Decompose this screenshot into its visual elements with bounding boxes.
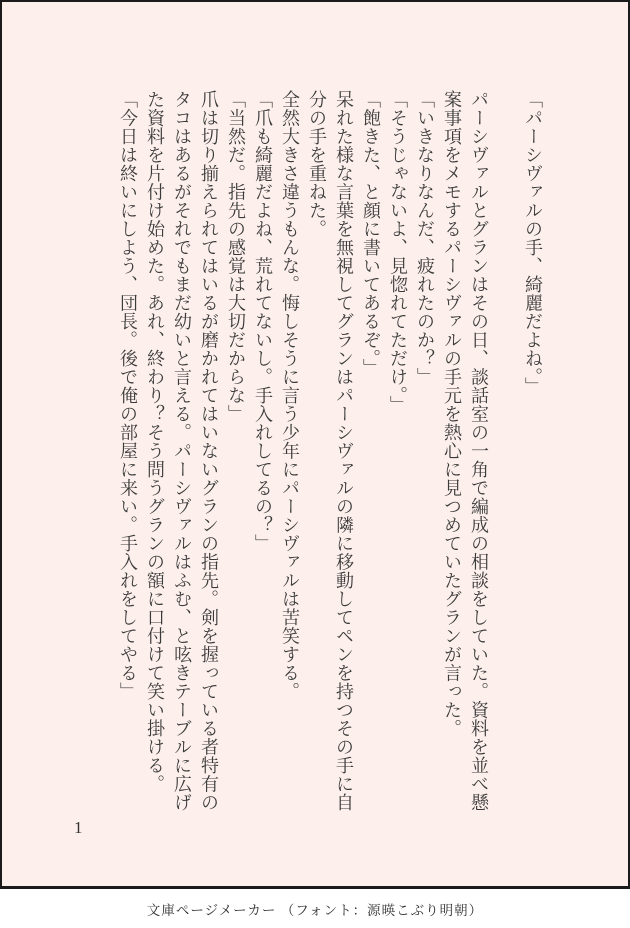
text-line: た資料を片付け始めた。あれ、終わり？そう問うグランの額に口付けて笑い掛ける。 bbox=[145, 90, 165, 793]
text-line: 全然大きさ違うもんな。悔しそうに言う少年にパーシヴァルは苦笑する。 bbox=[280, 90, 300, 701]
text-line: 案事項をメモするパーシヴァルの手元を熱心に見つめていたグランが言った。 bbox=[442, 90, 462, 738]
vertical-text-body bbox=[114, 90, 546, 885]
text-line: タコはあるがそれでもまだ幼いと言える。パーシヴァルはふむ、と呟きテーブルに広げ bbox=[172, 90, 192, 812]
page-number: 1 bbox=[74, 818, 83, 837]
text-line: 呆れた様な言葉を無視してグランはパーシヴァルの隣に移動してペンを持つその手に自 bbox=[334, 90, 354, 812]
text-line: 「飽きた、と顔に書いてあるぞ。」 bbox=[361, 90, 381, 377]
text-line: パーシヴァルとグランはその日、談話室の一角で編成の相談をしていた。資料を並べ懸 bbox=[469, 90, 489, 812]
text-line: 「いきなりなんだ、疲れたのか？」 bbox=[415, 90, 435, 386]
text-line: 「今日は終いにしよう、団長。後で俺の部屋に来い。手入れをしてやる」 bbox=[118, 90, 138, 701]
text-line: 分の手を重ねた。 bbox=[307, 90, 327, 238]
text-line: 爪は切り揃えられてはいるが磨かれてはいないグランの指先。剣を握っている者特有の bbox=[199, 90, 219, 812]
generator-caption: 文庫ページメーカー （フォント：源暎こぶり明朝） bbox=[146, 902, 484, 918]
blank-line bbox=[492, 90, 519, 885]
text-line: 「爪も綺麗だよね、荒れてないし。手入れしてるの？」 bbox=[253, 90, 273, 553]
text-line: 「パーシヴァルの手、綺麗だよね。」 bbox=[523, 90, 543, 396]
text-line: 「そうじゃないよ、見惚れてただけ。」 bbox=[388, 90, 408, 414]
footer-bar bbox=[0, 889, 630, 928]
text-line: 「当然だ。指先の感覚は大切だからな」 bbox=[226, 90, 246, 423]
